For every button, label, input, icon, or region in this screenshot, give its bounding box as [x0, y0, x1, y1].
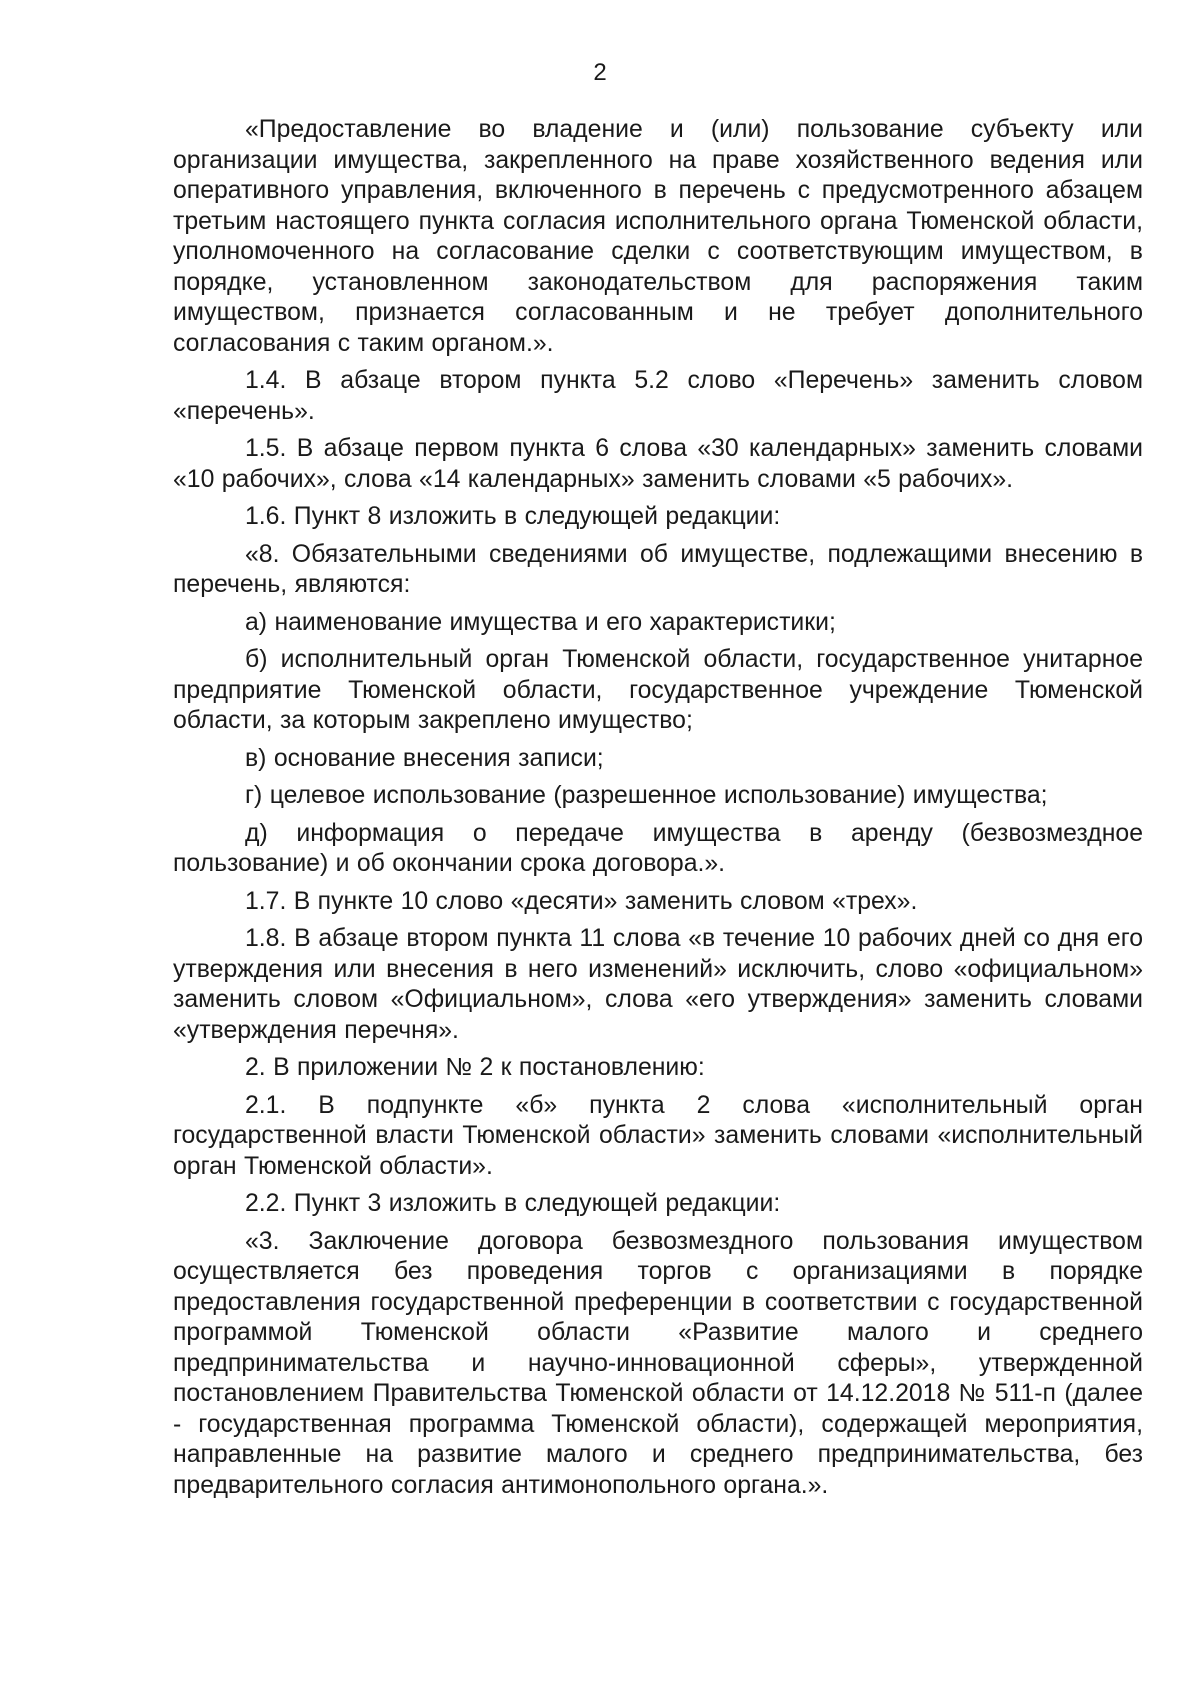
paragraph-item-b: б) исполнительный орган Тюменской области, государственное унитарное предприятие Тюменской области, государственное учреждение Тюменской области, за которым закреплено имущество;: [173, 646, 1143, 734]
paragraph-1-5: 1.5. В абзаце первом пункта 6 слова «30 календарных» заменить словами «10 рабочих», слова «14 календарных» заменить словами «5 рабочих».: [173, 435, 1143, 493]
paragraph-quote-property-use: «Предоставление во владение и (или) пользование субъекту или организации имущества, закрепленного на праве хозяйственного ведения или оперативного управления, включенного в перечень с предусмотренного абзацем третьим настоящего пункта согласия исполнительного органа Тюменской области, уполномоченного на согласование сделки с соответствующим имуществом, в порядке, установленном законодательством для распоряжения таким имуществом, признается согласованным и не требует дополнительного согласования с таким органом.».: [173, 116, 1143, 357]
paragraph-2-1: 2.1. В подпункте «б» пункта 2 слова «исполнительный орган государственной власти Тюменской области» заменить словами «исполнительный орган Тюменской области».: [173, 1091, 1143, 1180]
paragraph-item-a: а) наименование имущества и его характеристики;: [245, 608, 836, 636]
paragraph-1-4: 1.4. В абзаце втором пункта 5.2 слово «Перечень» заменить словом «перечень».: [173, 367, 1143, 425]
paragraph-item-3: «3. Заключение договора безвозмездного пользования имуществом осуществляется без проведения торгов с организациями в порядке предоставления государственной преференции в соответствии с государственной программой Тюменской области «Развитие малого и среднего предпринимательства и научно-инновационной сферы», утвержденной постановлением Правительства Тюменской области от 14.12.2018 № 511-п (далее - государственная программа Тюменской области), содержащей мероприятия, направленные на развитие малого и среднего предпринимательства, без предварительного согласия антимонопольного органа.».: [173, 1227, 1143, 1499]
paragraph-item-v: в) основание внесения записи;: [245, 744, 604, 772]
paragraph-item-8: «8. Обязательными сведениями об имуществе, подлежащими внесению в перечень, являются:: [173, 540, 1143, 598]
paragraph-2-2: 2.2. Пункт 3 изложить в следующей редакции:: [245, 1190, 781, 1217]
document-body: [173, 115, 1143, 1508]
paragraph-1-8: 1.8. В абзаце втором пункта 11 слова «в течение 10 рабочих дней со дня его утверждения или внесения в него изменений» исключить, слово «официальном» заменить словом «Официальном», слова «его утверждения» заменить словами «утверждения перечня».: [173, 925, 1143, 1044]
paragraph-2: 2. В приложении № 2 к постановлению:: [245, 1054, 705, 1081]
paragraph-item-d: д) информация о передаче имущества в аренду (безвозмездное пользование) и об окончании срока договора.».: [173, 819, 1143, 877]
paragraph-item-g: г) целевое использование (разрешенное использование) имущества;: [245, 782, 1048, 809]
paragraph-1-6: 1.6. Пункт 8 изложить в следующей редакции:: [245, 503, 781, 530]
page-number: 2: [593, 59, 607, 86]
paragraph-1-7: 1.7. В пункте 10 слово «десяти» заменить словом «трех».: [245, 887, 918, 915]
